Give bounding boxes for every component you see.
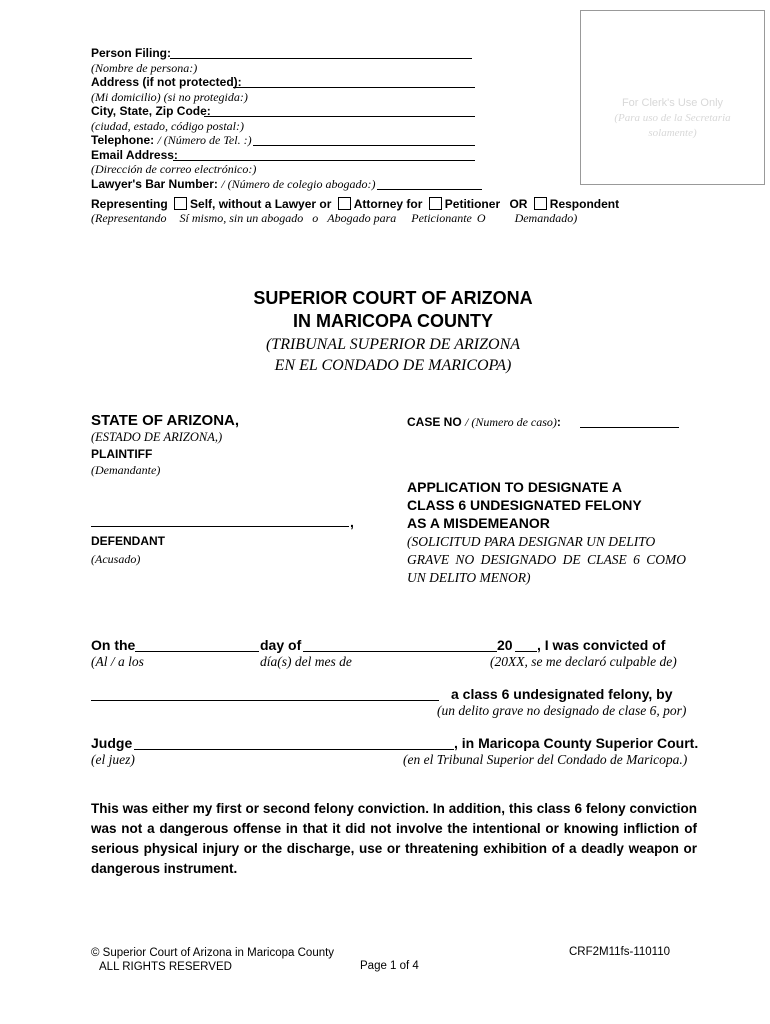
bar-number-field[interactable] [377,189,482,190]
plaintiff-es: (Demandante) [91,463,161,477]
clerk-use-label: For Clerk's Use Only (Para uso de la Secretaria solamente) [614,97,731,139]
address-field[interactable] [233,87,475,88]
day-of-label: day of [260,637,302,653]
day-of-es: día(s) del mes de [260,654,352,669]
court-title-line2: IN MARICOPA COUNTY [293,311,493,331]
defendant-label: DEFENDANT [91,534,165,548]
respondent-es-label: Demandado) [514,211,578,225]
city-es: (ciudad, estado, código postal:) [91,118,244,133]
class6-felony-label: a class 6 undesignated felony, by [451,686,673,702]
respondent-checkbox[interactable] [534,197,547,210]
on-the-es: (Al / a los [91,654,144,669]
page-number: Page 1 of 4 [360,960,419,972]
case-caption-left [91,412,371,477]
email-es: (Dirección de correo electrónico:) [91,162,257,176]
self-checkbox[interactable] [174,197,187,210]
state-es: (ESTADO DE ARIZONA,) [91,430,223,444]
class6-felony-es: (un delito grave no designado de clase 6, por) [437,703,687,718]
person-filing-es: (Nombre de persona:) [91,60,198,75]
title-line3: AS A MISDEMEANOR [407,515,550,531]
clerk-use-box [580,10,765,185]
court-text: , in Maricopa County Superior Court. [454,735,699,751]
or-es-label: o [312,211,319,225]
attorney-checkbox[interactable] [338,197,351,210]
defendant-name-field[interactable] [91,526,349,527]
respondent-label: Respondent [549,197,620,211]
case-number-field[interactable] [580,427,679,428]
year-field[interactable] [515,651,537,652]
bar-number-es: / (Número de colegio abogado:) [221,176,376,191]
court-es: (en el Tribunal Superior del Condado de Maricopa.) [403,752,688,767]
year-es: (20XX, se me declaró culpable de) [490,654,677,669]
case-no-label: CASE NO [407,415,462,429]
attorney-label: Attorney for [353,197,423,211]
telephone-es: / (Número de Tel. :) [157,133,252,147]
title-es-line1: (SOLICITUD PARA DESIGNAR UN DELITO [407,534,656,549]
address-es: (Mi domicilio) (si no protegida:) [91,89,248,104]
or2-es-label: O [476,211,486,225]
self-label: Self, without a Lawyer [190,197,317,211]
document-title [407,478,707,587]
offense-field[interactable] [91,700,439,701]
representing-label: Representing [91,197,168,211]
court-title-es-line2: EN EL CONDADO DE MARICOPA) [274,357,512,374]
day-field[interactable] [135,651,259,652]
bar-number-label: Lawyer's Bar Number: [91,176,218,191]
footer-copyright [91,946,334,974]
year-prefix: 20 [497,637,513,653]
or2-label: OR [509,197,528,211]
email-label: Email Address: [91,147,178,162]
on-the-label: On the [91,637,136,653]
court-heading [193,287,593,376]
case-number-row [407,415,561,429]
defendant-comma: , [350,514,354,530]
representing-es-row [91,211,631,225]
telephone-field[interactable] [253,145,475,146]
city-label: City, State, Zip Code: [91,104,211,118]
title-es-line2: GRAVE NO DESIGNADO DE CLASE 6 COMO [407,552,687,567]
self-es-label: Sí mismo, sin un abogado [179,211,304,225]
judge-es: (el juez) [91,752,135,767]
petitioner-checkbox[interactable] [429,197,442,210]
state-of-arizona: STATE OF ARIZONA, [91,412,240,429]
eligibility-paragraph: This was either my first or second felony conviction. In addition, this class 6 felony conviction was not a dangerous offense in that it did not involve the intentional or knowing infliction of serious physical injury or the discharge, use or threatening exhibition of a deadly weapon or dangerous instrument. [91,801,697,876]
convicted-of-label: , I was convicted of [537,637,666,653]
title-line1: APPLICATION TO DESIGNATE A [407,479,622,495]
case-no-es: / (Numero de caso) [465,415,557,429]
defendant-es: (Acusado) [91,552,141,566]
person-filing-field[interactable] [170,58,472,59]
city-state-zip-field[interactable] [204,116,475,117]
title-line2: CLASS 6 UNDESIGNATED FELONY [407,497,642,513]
court-title-line1: SUPERIOR COURT OF ARIZONA [253,288,533,308]
filer-info [91,46,571,191]
form-code: CRF2M11fs-110110 [569,946,670,958]
judge-field[interactable] [134,749,454,750]
rights-text: ALL RIGHTS RESERVED [99,961,232,973]
representing-es-label: (Representando [91,211,167,225]
petitioner-label: Petitioner [444,197,501,211]
plaintiff-label: PLAINTIFF [91,447,153,461]
telephone-label: Telephone: [91,133,155,147]
judge-label: Judge [91,735,133,751]
person-filing-label: Person Filing: [91,46,172,60]
attorney-es-label: Abogado para [327,211,397,225]
email-field[interactable] [173,160,475,161]
case-no-colon: : [556,415,561,429]
copyright-text: © Superior Court of Arizona in Maricopa County [91,947,335,959]
month-field[interactable] [303,651,497,652]
address-label: Address (if not protected): [91,75,242,89]
title-es-line3: UN DELITO MENOR) [407,570,531,585]
or-label: or [319,197,332,211]
court-title-es-line1: (TRIBUNAL SUPERIOR DE ARIZONA [265,336,521,353]
petitioner-es-label: Peticionante [411,211,472,225]
representing-row [91,197,631,211]
